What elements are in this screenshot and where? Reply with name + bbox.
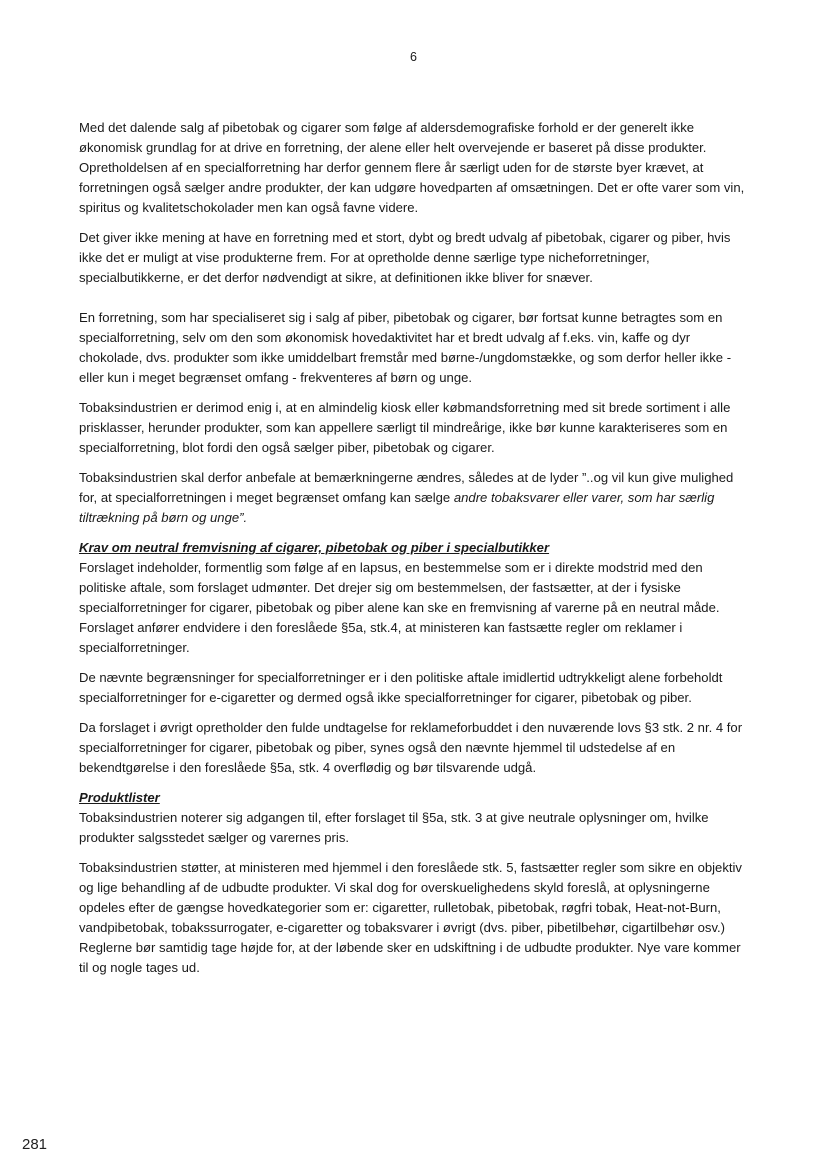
paragraph-text: Tobaksindustrien skal derfor anbefale at bemærkningerne ændres, således at de lyder ”..og vil kun give mulighed for, at specialforretningen i meget begrænset omfang kan sælge [79,470,734,505]
paragraph: En forretning, som har specialiseret sig i salg af piber, pibetobak og cigarer, bør fortsat kunne betragtes som en specialforretning, selv om den som økonomisk hovedaktivitet har et bredt udvalg af f.eks. vin, kaffe og dyr chokolade, dvs. produkter som ikke umiddelbart fremstår med børne-/ungdomstække, og som derfor heller ikke - eller kun i meget begrænset omfang - frekventeres af børn og unge. [79,310,732,385]
paragraph: Tobaksindustrien er derimod enig i, at en almindelig kiosk eller købmandsforretning med sit brede sortiment i alle prisklasser, herunder produkter, som kan appellere særligt til mindreårige, ikke bør kunne karakteriseres som en specialforretning, blot fordi den også sælger piber, pibetobak og cigarer. [79,400,731,455]
page-number: 6 [410,50,417,64]
paragraph: Da forslaget i øvrigt opretholder den fulde undtagelse for reklameforbuddet i den nuværende lovs §3 stk. 2 nr. 4 for specialforretninger for cigarer, pibetobak og piber, synes også den nævnte hjemmel til udstedelse af en bekendtgørelse i den foreslåede §5a, stk. 4 overflødig og bør tilsvarende udgå. [79,720,743,775]
paragraph [79,468,749,528]
section-heading-product-lists: Produktlister [79,790,160,805]
paragraph: Tobaksindustrien støtter, at ministeren med hjemmel i den foreslåede stk. 5, fastsætter regler som sikre en objektiv og lige behandling af de udbudte produkter. Vi skal dog for overskuelighedens skyld foreslå, at oplysningerne opdeles efter de gængse hovedkategorier som er: cigaretter, rulletobak, pibetobak, røgfri tobak, Heat-not-Burn, vandpibetobak, tobakssurrogater, e-cigaretter og tobaksvarer i øvrigt (dvs. piber, pibetilbehør, cigartilbehør osv.) Reglerne bør samtidig tage højde for, at der løbende sker en udskiftning i de udbudte produkter. Nye vare kommer til og nogle tages ud. [79,860,742,975]
paragraph: Med det dalende salg af pibetobak og cigarer som følge af aldersdemografiske forhold er der generelt ikke økonomisk grundlag for at drive en forretning, der alene eller helt overvejende er baseret på disse produkter. Opretholdelsen af en specialforretning har derfor gennem flere år særligt uden for de største byer krævet, at forretningen også sælger andre produkter, der kan udgøre hovedparten af omsætningen. Det er ofte varer som vin, spiritus og kvalitetschokolader men kan også favne videre. [79,120,745,215]
paragraph: De nævnte begrænsninger for specialforretninger er i den politiske aftale imidlertid udtrykkeligt alene forbeholdt specialforretninger for e-cigaretter og dermed også ikke specialforretninger for cigarer, pibetobak og piber. [79,670,723,705]
paragraph: Det giver ikke mening at have en forretning med et stort, dybt og bredt udvalg af pibetobak, cigarer og piber, hvis ikke det er muligt at vise produkterne frem. For at opretholde denne særlige type nicheforretninger, specialbutikkerne, er det derfor nødvendigt at sikre, at definitionen ikke bliver for snæver. [79,230,731,285]
paragraph: Forslaget indeholder, formentlig som følge af en lapsus, en bestemmelse som er i direkte modstrid med den politiske aftale, som forslaget udmønter. Det drejer sig om bestemmelsen, der fastsætter, at der i fysiske specialforretninger for cigarer, pibetobak og piber alene kan ske en fremvisning af varerne på en neutral måde. Forslaget anfører endvidere i den foreslåede §5a, stk.4, at ministeren kan fastsætte regler om reklamer i specialforretninger. [79,560,720,655]
italic-quote: andre tobaksvarer eller varer, som har særlig tiltrækning på børn og unge”. [79,490,715,525]
paragraph: Tobaksindustrien noterer sig adgangen til, efter forslaget til §5a, stk. 3 at give neutrale oplysninger om, hvilke produkter salgsstedet sælger og varernes pris. [79,810,709,845]
footer-page-number: 281 [22,1136,48,1153]
document-body [79,118,749,978]
section-heading-display: Krav om neutral fremvisning af cigarer, pibetobak og piber i specialbutikker [79,540,550,555]
